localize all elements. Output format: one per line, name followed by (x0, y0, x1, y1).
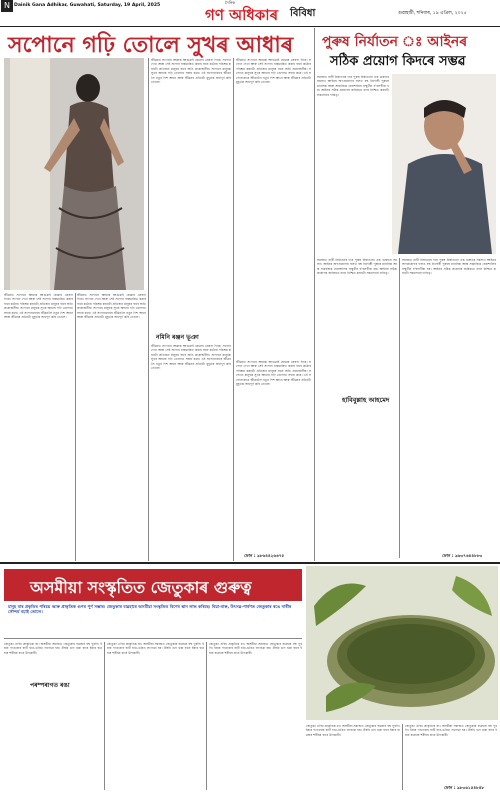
article2-col1: সমাজত নাৰী নিৰ্যাতনৰ দৰে পুৰুষ নিৰ্যাতনো এক গুৰুতৰ সমস্যা। আইনৰ অপপ্ৰয়োগৰ ফলত বহু নিৰ্দোষী পুৰুষে মানসিক আৰু সামাজিক হেৰাশালিৰ সন্মুখীন হ'বলগীয়া হয়। আইনৰ সঠিক প্ৰয়োগৰ জৰিয়তে ন্যায় নিশ্চিত কৰাটো সকলোৰে দায়িত্ব। (317, 75, 389, 97)
article3-col3: জেতুকা এবিধ প্ৰাকৃতিক ৰং। অসমীয়া সমাজত জেতুকাৰ ব্যৱহাৰ বহু পুৰণি। ইয়াৰ পাতবোৰ বাটি হাত-ভৰিত লগোৱা হয়। ঔষধি গুণ থকা বাবে ইয়াৰ ব্যৱহাৰ শৰীৰৰ বাবে উপকাৰী। (209, 642, 302, 655)
article1-col4b: জীৱনত সপোনে আমাক আগুৱাই যোৱাৰ প্ৰেৰণা দিয়ে। সপোন দেখা আৰু সেই সপোন বাস্তৱায়িত কৰাৰ বাবে কঠোৰ পৰিশ্ৰম কৰাটো প্ৰতিজন মানুহৰ বাবে অতি প্ৰয়োজনীয়। সপোনে মানুহক সুখৰ আধাৰ গঢ়ি তোলাত সহায় কৰে। এই সপোনবোৰে জীৱনলৈ নতুন দিশ আনে আৰু জীৱনৰ প্ৰতিটো মুহূৰ্তক অৰ্থপূৰ্ণ কৰি তোলে। (236, 360, 311, 387)
article3-col1: জেতুকা এবিধ প্ৰাকৃতিক ৰং। অসমীয়া সমাজত জেতুকাৰ ব্যৱহাৰ বহু পুৰণি। ইয়াৰ পাতবোৰ বাটি হাত-ভৰিত লগোৱা হয়। ঔষধি গুণ থকা বাবে ইয়াৰ ব্যৱহাৰ শৰীৰৰ বাবে উপকাৰী। (4, 642, 102, 655)
henna-bowl-icon (306, 566, 498, 720)
article3-intro: মানুহ বাৰ প্ৰকৃতিৰ পৰিচয় আৰু প্ৰাকৃতিক গুণৰ পূৰ্ণ সম্ভাৰ। জেতুকাৰ ব্যৱহাৰে অসমীয়া সংস্কৃতিত বিশেষ স্থান লাভ কৰিছে। বিয়া-বাৰু, উৎসৱ-পাৰ্বণত জেতুকাৰ ৰঙে নাৰীৰ সৌন্দৰ্য বঢ়াই তোলে। (8, 604, 292, 615)
article2-headline-line1: পুৰুষ নিৰ্যাতন ঃ আইনৰ (322, 34, 468, 50)
article2-headline-line2: সঠিক প্ৰয়োগ কিদৰে সম্ভৱ (330, 54, 466, 69)
article1-phone: ফোন : ৯৮৬৪৪২৬৬৭৫ (244, 553, 285, 558)
date-bengali: গুৱাহাটী, শনিবাৰ, ১৯ এপ্ৰিল, ২০২৫ (398, 11, 467, 16)
article2-col2: সমাজত নাৰী নিৰ্যাতনৰ দৰে পুৰুষ নিৰ্যাতনো এক গুৰুতৰ সমস্যা। আইনৰ অপপ্ৰয়োগৰ ফলত বহু নিৰ্দোষী পুৰুষে মানসিক আৰু সামাজিক হেৰাশালিৰ সন্মুখীন হ'বলগীয়া হয়। আইনৰ সঠিক প্ৰয়োগৰ জৰিয়তে ন্যায় নিশ্চিত কৰাটো সকলোৰে দায়িত্ব। (317, 258, 397, 276)
woman-figure-icon (4, 58, 144, 290)
article2-photo (392, 74, 496, 254)
article2-phone: ফোন : ৯৬৩৭৬৪৪৮৮৩ (442, 553, 483, 558)
article1-subheading: নমিনি ৰঞ্জন ভূঞা (156, 334, 199, 341)
article1-col3b: জীৱনত সপোনে আমাক আগুৱাই যোৱাৰ প্ৰেৰণা দিয়ে। সপোন দেখা আৰু সেই সপোন বাস্তৱায়িত কৰাৰ বাবে কঠোৰ পৰিশ্ৰম কৰাটো প্ৰতিজন মানুহৰ বাবে অতি প্ৰয়োজনীয়। সপোনে মানুহক সুখৰ আধাৰ গঢ়ি তোলাত সহায় কৰে। এই সপোনবোৰে জীৱনলৈ নতুন দিশ আনে আৰু জীৱনৰ প্ৰতিটো মুহূৰ্তক অৰ্থপূৰ্ণ কৰি তোলে। (151, 344, 231, 371)
article1-col2: জীৱনত সপোনে আমাক আগুৱাই যোৱাৰ প্ৰেৰণা দিয়ে। সপোন দেখা আৰু সেই সপোন বাস্তৱায়িত কৰাৰ বাবে কঠোৰ পৰিশ্ৰম কৰাটো প্ৰতিজন মানুহৰ বাবে অতি প্ৰয়োজনীয়। সপোনে মানুহক সুখৰ আধাৰ গঢ়ি তোলাত সহায় কৰে। এই সপোনবোৰে জীৱনলৈ নতুন দিশ আনে আৰু জীৱনৰ প্ৰতিটো মুহূৰ্তক অৰ্থপূৰ্ণ কৰি তোলে। (77, 293, 146, 320)
article2-author: হাবিবুল্লাহ আহমেদ (342, 396, 390, 404)
article3-col2: জেতুকা এবিধ প্ৰাকৃতিক ৰং। অসমীয়া সমাজত জেতুকাৰ ব্যৱহাৰ বহু পুৰণি। ইয়াৰ পাতবোৰ বাটি হাত-ভৰিত লগোৱা হয়। ঔষধি গুণ থকা বাবে ইয়াৰ ব্যৱহাৰ শৰীৰৰ বাবে উপকাৰী। (107, 642, 204, 655)
masthead-info: Dainik Gana Adhikar, Guwahati, Saturday, 19 April, 2025 (14, 3, 161, 8)
article3-subheading: পৰম্পৰাগত ৰঙা (30, 682, 70, 689)
article1-col1: জীৱনত সপোনে আমাক আগুৱাই যোৱাৰ প্ৰেৰণা দিয়ে। সপোন দেখা আৰু সেই সপোন বাস্তৱায়িত কৰাৰ বাবে কঠোৰ পৰিশ্ৰম কৰাটো প্ৰতিজন মানুহৰ বাবে অতি প্ৰয়োজনীয়। সপোনে মানুহক সুখৰ আধাৰ গঢ়ি তোলাত সহায় কৰে। এই সপোনবোৰে জীৱনলৈ নতুন দিশ আনে আৰু জীৱনৰ প্ৰতিটো মুহূৰ্তক অৰ্থপূৰ্ণ কৰি তোলে। (4, 293, 73, 320)
section-name: বিবিধা (290, 8, 316, 19)
article1-col4: জীৱনত সপোনে আমাক আগুৱাই যোৱাৰ প্ৰেৰণা দিয়ে। সপোন দেখা আৰু সেই সপোন বাস্তৱায়িত কৰাৰ বাবে কঠোৰ পৰিশ্ৰম কৰাটো প্ৰতিজন মানুহৰ বাবে অতি প্ৰয়োজনীয়। সপোনে মানুহক সুখৰ আধাৰ গঢ়ি তোলাত সহায় কৰে। এই সপোনবোৰে জীৱনলৈ নতুন দিশ আনে আৰু জীৱনৰ প্ৰতিটো মুহূৰ্তক অৰ্থপূৰ্ণ কৰি তোলে। (236, 58, 311, 85)
masthead-bar (0, 0, 500, 27)
man-figure-icon (392, 74, 496, 254)
logo-icon: N (1, 0, 13, 12)
brand-top: দৈনিক (225, 0, 236, 5)
article3-col5: জেতুকা এবিধ প্ৰাকৃতিক ৰং। অসমীয়া সমাজত জেতুকাৰ ব্যৱহাৰ বহু পুৰণি। ইয়াৰ পাতবোৰ বাটি হাত-ভৰিত লগোৱা হয়। ঔষধি গুণ থকা বাবে ইয়াৰ ব্যৱহাৰ শৰীৰৰ বাবে উপকাৰী। (405, 724, 497, 737)
brand-name: গণ অধিকাৰ (205, 6, 279, 24)
article2-col3: সমাজত নাৰী নিৰ্যাতনৰ দৰে পুৰুষ নিৰ্যাতনো এক গুৰুতৰ সমস্যা। আইনৰ অপপ্ৰয়োগৰ ফলত বহু নিৰ্দোষী পুৰুষে মানসিক আৰু সামাজিক হেৰাশালিৰ সন্মুখীন হ'বলগীয়া হয়। আইনৰ সঠিক প্ৰয়োগৰ জৰিয়তে ন্যায় নিশ্চিত কৰাটো সকলোৰে দায়িত্ব। (402, 258, 496, 276)
article1-photo (4, 58, 144, 290)
article3-phone: ফোন : ৯৮৩৬১৫৪৮৪৮ (444, 785, 485, 790)
article3-photo (306, 566, 498, 720)
article3-col4: জেতুকা এবিধ প্ৰাকৃতিক ৰং। অসমীয়া সমাজত জেতুকাৰ ব্যৱহাৰ বহু পুৰণি। ইয়াৰ পাতবোৰ বাটি হাত-ভৰিত লগোৱা হয়। ঔষধি গুণ থকা বাবে ইয়াৰ ব্যৱহাৰ শৰীৰৰ বাবে উপকাৰী। (306, 724, 400, 737)
article1-col3: জীৱনত সপোনে আমাক আগুৱাই যোৱাৰ প্ৰেৰণা দিয়ে। সপোন দেখা আৰু সেই সপোন বাস্তৱায়িত কৰাৰ বাবে কঠোৰ পৰিশ্ৰম কৰাটো প্ৰতিজন মানুহৰ বাবে অতি প্ৰয়োজনীয়। সপোনে মানুহক সুখৰ আধাৰ গঢ়ি তোলাত সহায় কৰে। এই সপোনবোৰে জীৱনলৈ নতুন দিশ আনে আৰু জীৱনৰ প্ৰতিটো মুহূৰ্তক অৰ্থপূৰ্ণ কৰি তোলে। (151, 58, 231, 85)
article3-headline-box (4, 569, 302, 601)
article3-headline: অসমীয়া সংস্কৃতিত জেতুকাৰ গুৰুত্ব (30, 578, 252, 597)
article1-headline: সপোনে গঢ়ি তোলে সুখৰ আধাৰ (8, 33, 294, 58)
